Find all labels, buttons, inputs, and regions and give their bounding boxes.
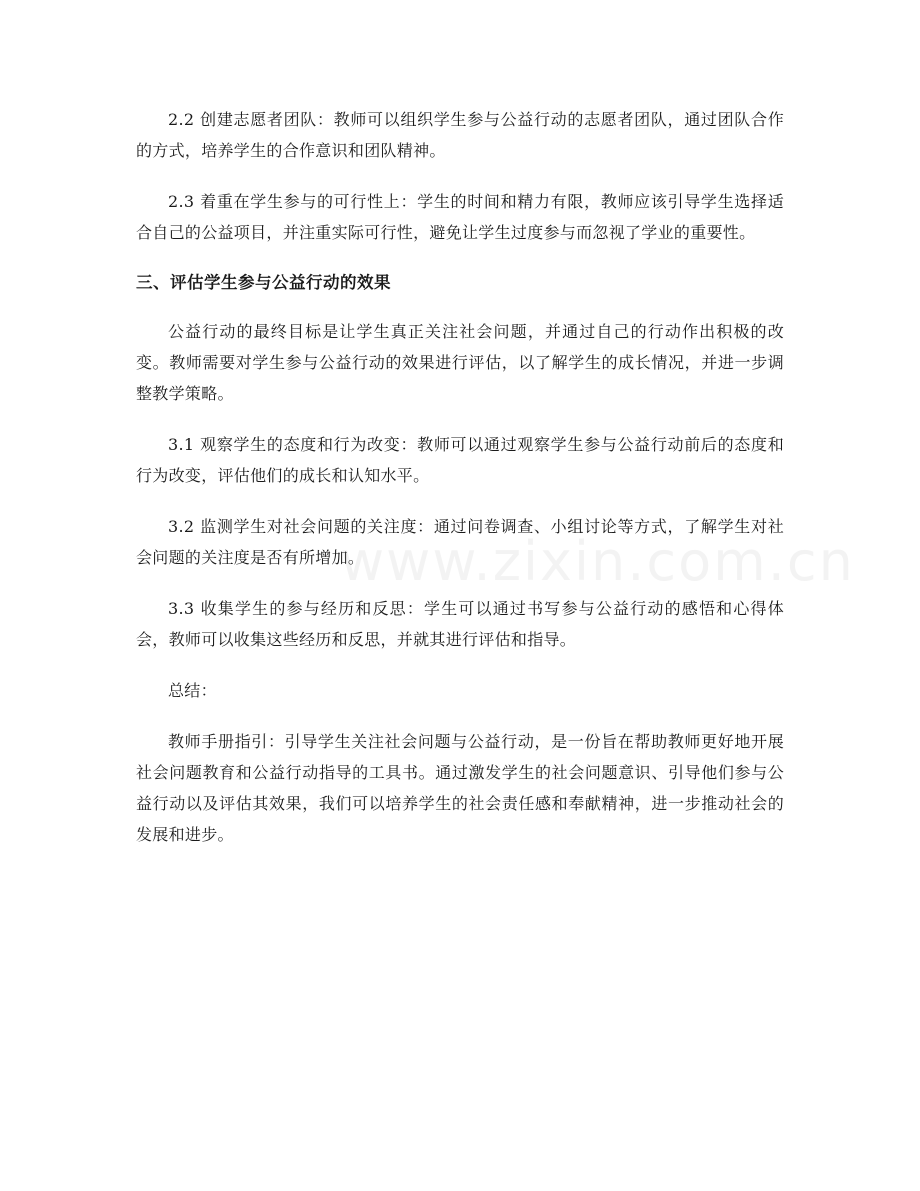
paragraph-3-3: 3.3 收集学生的参与经历和反思：学生可以通过书写参与公益行动的感悟和心得体会，教师可以收集这些经历和反思，并就其进行评估和指导。 bbox=[136, 599, 784, 649]
paragraph-3-2: 3.2 监测学生对社会问题的关注度：通过问卷调查、小组讨论等方式，了解学生对社会问题的关注度是否有所增加。 bbox=[136, 517, 784, 567]
summary-paragraph: 教师手册指引：引导学生关注社会问题与公益行动，是一份旨在帮助教师更好地开展社会问题教育和公益行动指导的工具书。通过激发学生的社会问题意识、引导他们参与公益行动以及评估其效果，我们可以培养学生的社会责任感和奉献精神，进一步推动社会的发展和进步。 bbox=[136, 732, 784, 844]
paragraph-2-3: 2.3 着重在学生参与的可行性上：学生的时间和精力有限，教师应该引导学生选择适合自己的公益项目，并注重实际可行性，避免让学生过度参与而忽视了学业的重要性。 bbox=[136, 192, 784, 242]
section-3-heading: 三、评估学生参与公益行动的效果 bbox=[136, 273, 391, 292]
paragraph-2-2: 2.2 创建志愿者团队：教师可以组织学生参与公益行动的志愿者团队，通过团队合作的方式，培养学生的合作意识和团队精神。 bbox=[136, 110, 784, 160]
paragraph-3-intro: 公益行动的最终目标是让学生真正关注社会问题，并通过自己的行动作出积极的改变。教师需要对学生参与公益行动的效果进行评估，以了解学生的成长情况，并进一步调整教学策略。 bbox=[136, 322, 784, 403]
watermark: www.zixin.com.cn bbox=[340, 530, 855, 593]
document-body bbox=[136, 104, 784, 870]
summary-label: 总结： bbox=[168, 681, 217, 700]
paragraph-3-1: 3.1 观察学生的态度和行为改变：教师可以通过观察学生参与公益行动前后的态度和行为改变，评估他们的成长和认知水平。 bbox=[136, 435, 784, 485]
